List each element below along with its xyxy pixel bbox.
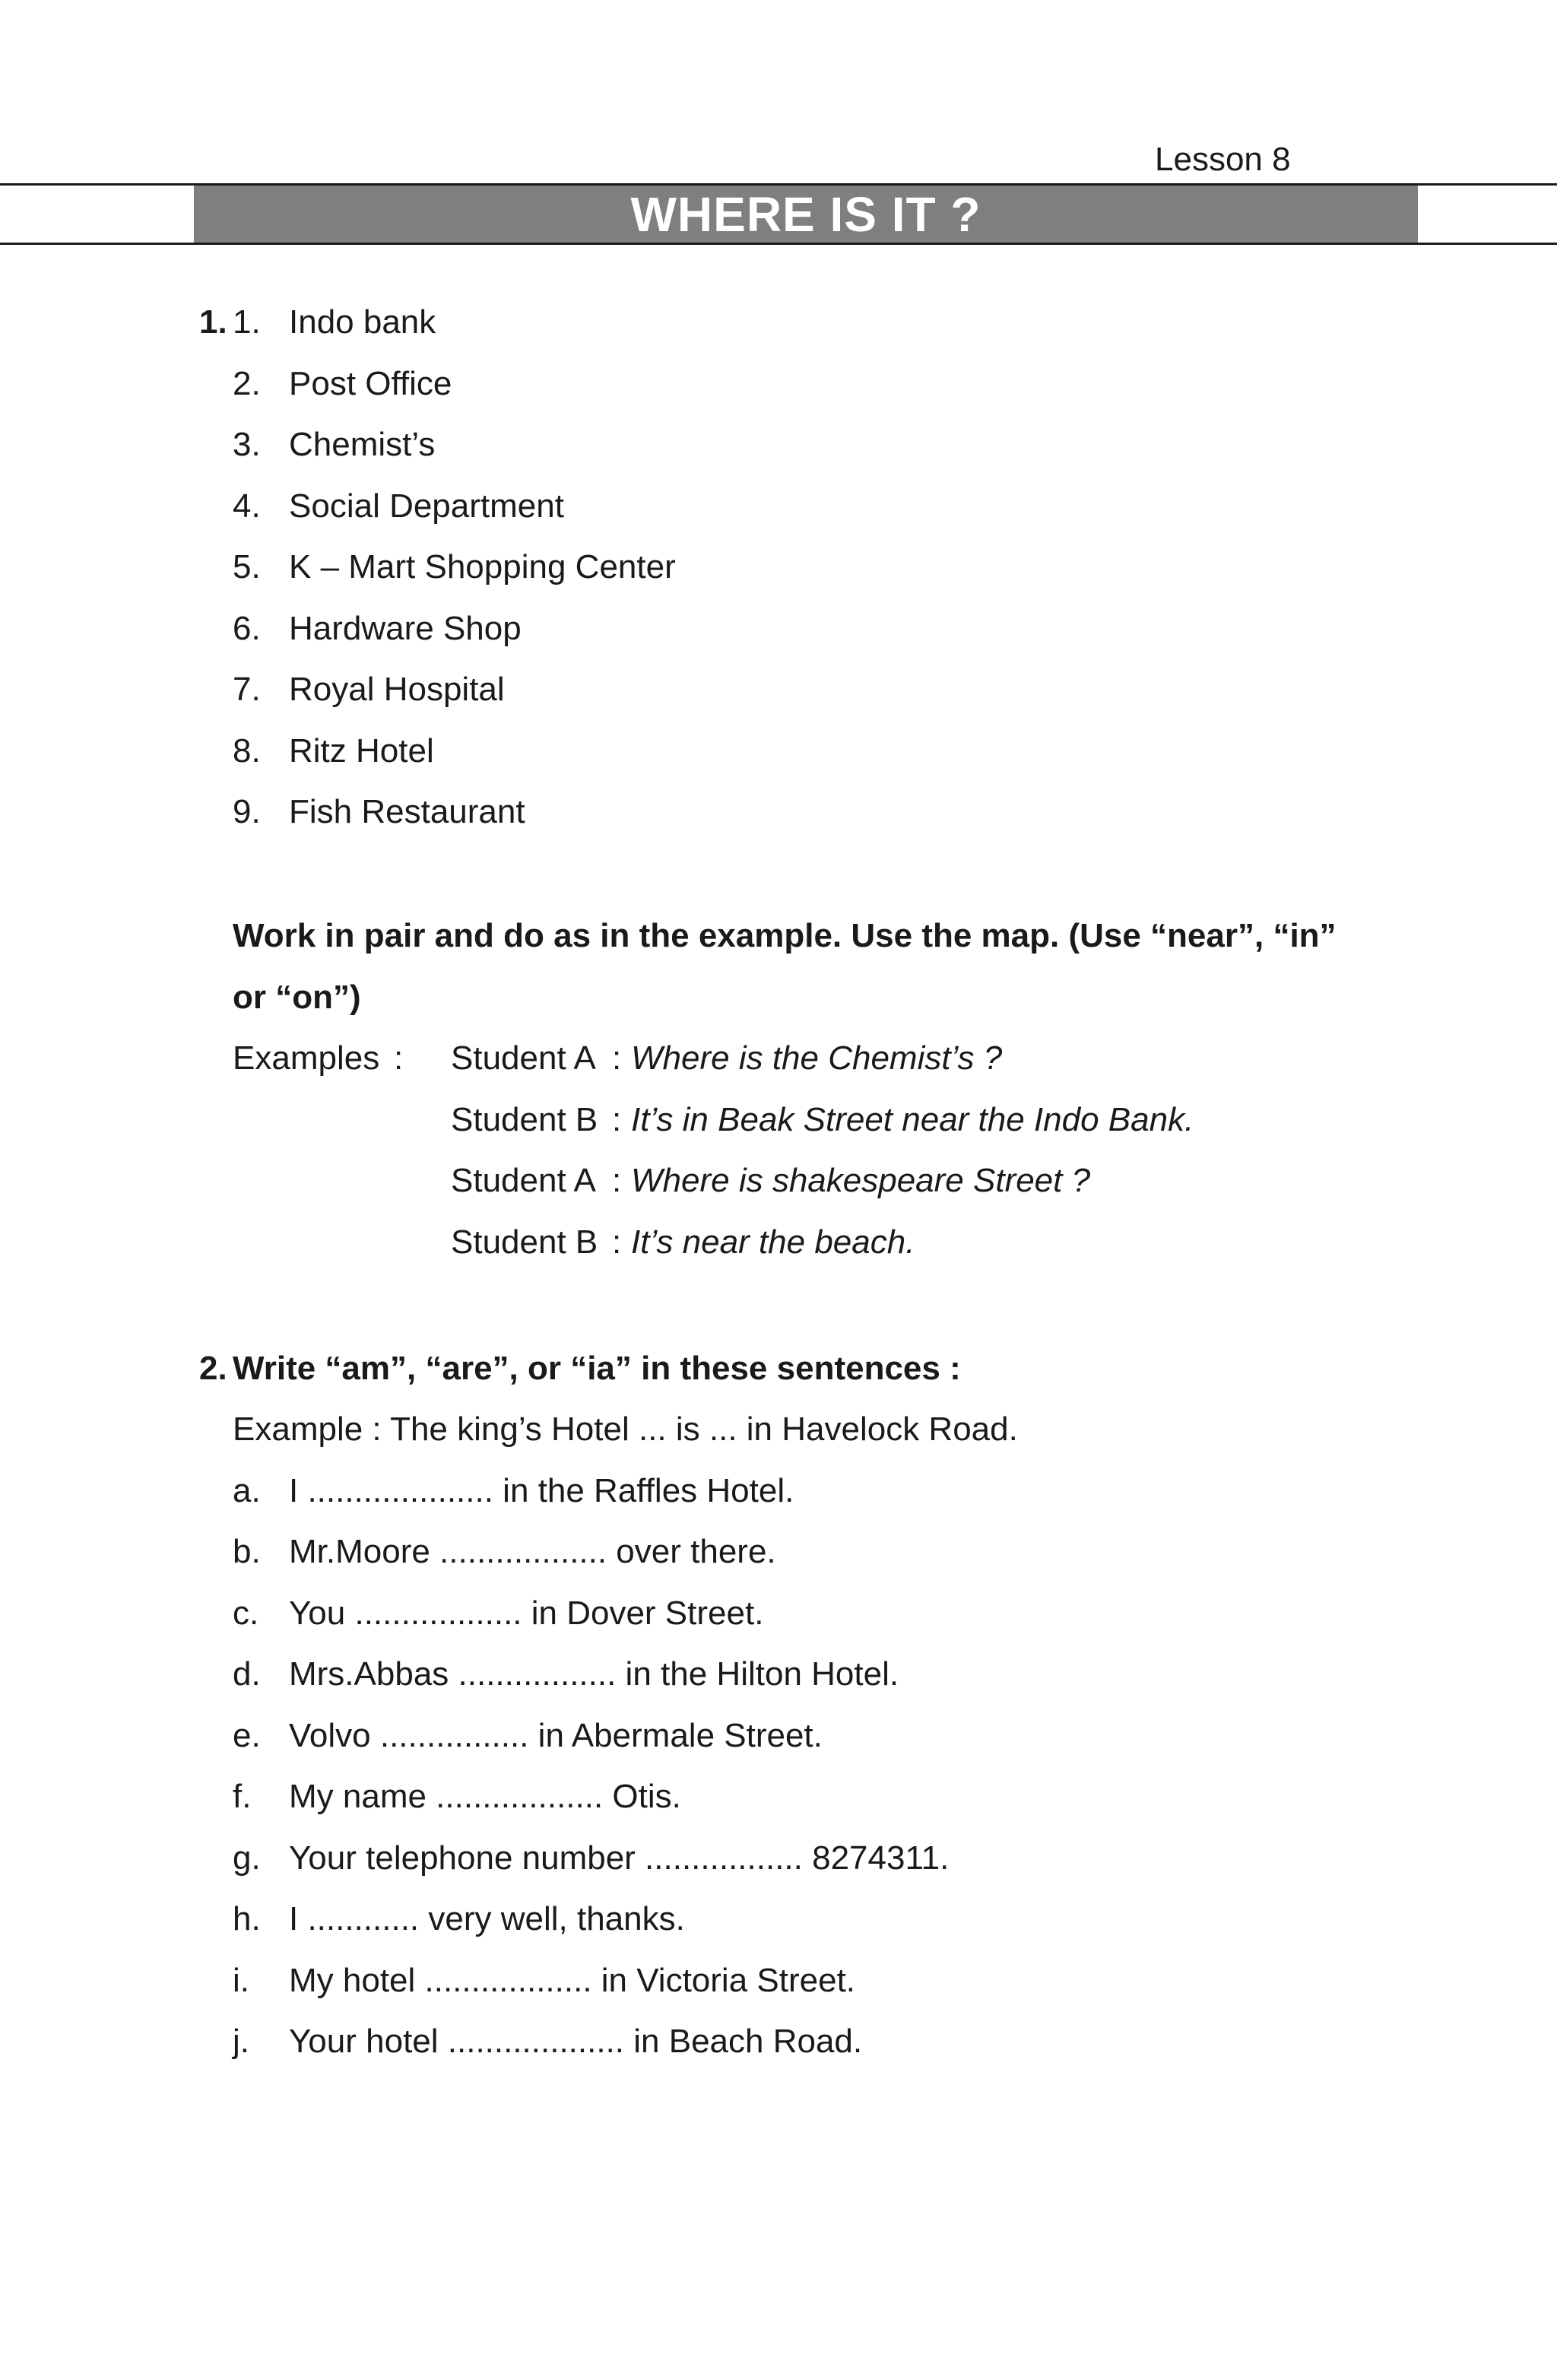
exercise-letter: h. xyxy=(233,1900,261,1937)
exercise-sentence: Mr.Moore .................. over there. xyxy=(289,1533,776,1570)
exercise-sentence: Your hotel ................... in Beach Road. xyxy=(289,2023,863,2060)
example-speaker: Student B xyxy=(451,1101,598,1138)
exercise-letter: j. xyxy=(233,2023,249,2060)
list-item: Indo bank xyxy=(289,303,436,341)
exercise-sentence: I ............ very well, thanks. xyxy=(289,1900,685,1937)
exercise-sentence: Volvo ................ in Abermale Street. xyxy=(289,1717,823,1754)
lesson-label: Lesson 8 xyxy=(1155,141,1291,178)
list-item-number: 3. xyxy=(233,426,261,463)
example-colon: : xyxy=(612,1039,622,1077)
instruction-line-2: or “on”) xyxy=(233,979,361,1016)
exercise-sentence: You .................. in Dover Street. xyxy=(289,1595,764,1632)
exercise-sentence: Your telephone number ................. 8274311. xyxy=(289,1839,950,1877)
list-item-number: 1. xyxy=(233,303,261,341)
list-item: K – Mart Shopping Center xyxy=(289,548,676,585)
list-item-number: 8. xyxy=(233,732,261,770)
example-speaker: Student A xyxy=(451,1162,596,1199)
page-title: WHERE IS IT ? xyxy=(194,186,1418,243)
example-line: It’s in Beak Street near the Indo Bank. xyxy=(631,1101,1194,1138)
list-item-number: 6. xyxy=(233,610,261,647)
list-item-number: 2. xyxy=(233,365,261,402)
exercise-letter: g. xyxy=(233,1839,261,1877)
section-2-heading: Write “am”, “are”, or “ia” in these sentences : xyxy=(233,1350,961,1387)
list-item: Post Office xyxy=(289,365,452,402)
list-item: Hardware Shop xyxy=(289,610,522,647)
list-item: Fish Restaurant xyxy=(289,793,525,830)
example-colon: : xyxy=(612,1162,622,1199)
list-item: Royal Hospital xyxy=(289,671,505,708)
example-line: It’s near the beach. xyxy=(631,1223,915,1261)
list-item: Ritz Hotel xyxy=(289,732,434,770)
example-line: Where is the Chemist’s ? xyxy=(631,1039,1003,1077)
example-colon: : xyxy=(612,1223,622,1261)
example-speaker: Student B xyxy=(451,1223,598,1261)
list-item-number: 9. xyxy=(233,793,261,830)
example-speaker: Student A xyxy=(451,1039,596,1077)
exercise-letter: d. xyxy=(233,1655,261,1693)
exercise-sentence: My hotel .................. in Victoria Street. xyxy=(289,1962,856,1999)
section-2-number: 2. xyxy=(199,1350,227,1387)
exercise-letter: a. xyxy=(233,1472,261,1509)
exercise-letter: f. xyxy=(233,1778,252,1815)
exercise-letter: b. xyxy=(233,1533,261,1570)
examples-label: Examples xyxy=(233,1039,380,1077)
exercise-letter: i. xyxy=(233,1962,249,1999)
exercise-letter: c. xyxy=(233,1595,259,1632)
section-1-number: 1. xyxy=(199,303,227,341)
exercise-sentence: I .................... in the Raffles Hotel. xyxy=(289,1472,794,1509)
exercise-letter: e. xyxy=(233,1717,261,1754)
example-line: Where is shakespeare Street ? xyxy=(631,1162,1091,1199)
section-2-example: Example : The king’s Hotel ... is ... in Havelock Road. xyxy=(233,1411,1018,1448)
list-item-number: 5. xyxy=(233,548,261,585)
instruction-line-1: Work in pair and do as in the example. Use the map. (Use “near”, “in” xyxy=(233,917,1337,954)
examples-colon: : xyxy=(394,1039,404,1077)
list-item: Social Department xyxy=(289,487,564,525)
header-rule-bottom xyxy=(0,243,1557,245)
list-item-number: 7. xyxy=(233,671,261,708)
exercise-sentence: Mrs.Abbas ................. in the Hilton Hotel. xyxy=(289,1655,899,1693)
exercise-sentence: My name .................. Otis. xyxy=(289,1778,681,1815)
list-item: Chemist’s xyxy=(289,426,436,463)
example-colon: : xyxy=(612,1101,622,1138)
list-item-number: 4. xyxy=(233,487,261,525)
